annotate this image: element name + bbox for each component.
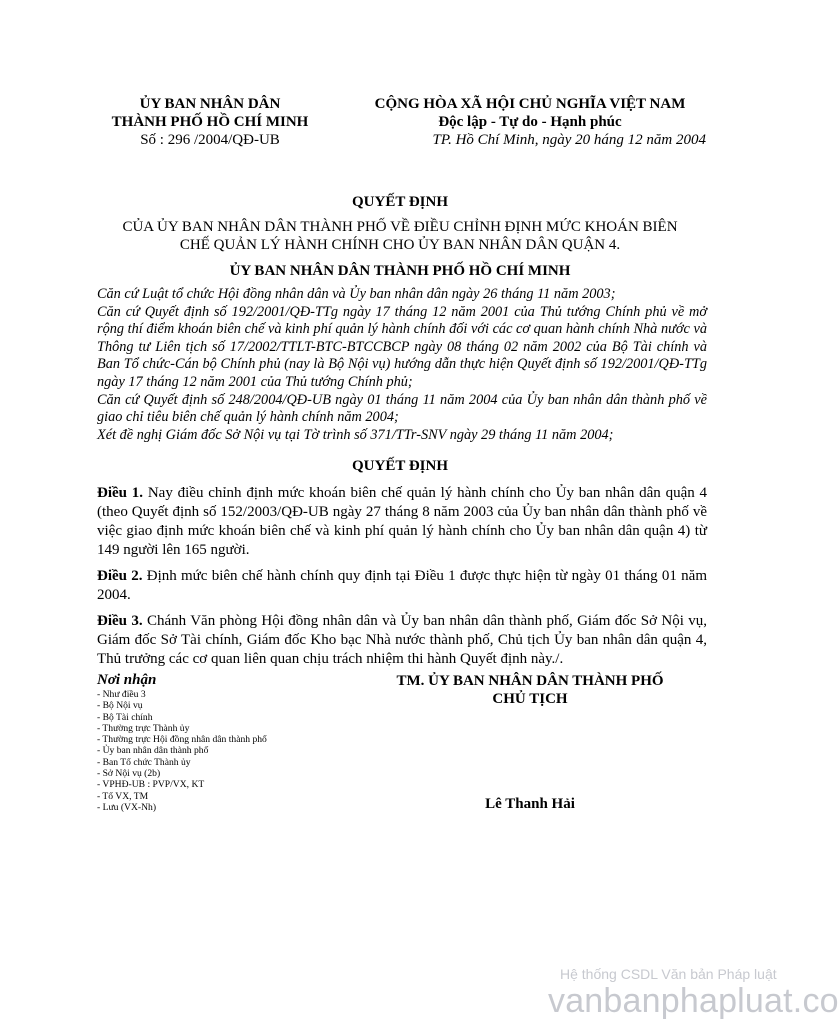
recipient-item: - Sở Nội vụ (2b)	[97, 768, 161, 780]
agency-name-line2: THÀNH PHỐ HỒ CHÍ MINH	[111, 114, 309, 130]
national-motto: Độc lập - Tự do - Hạnh phúc	[438, 114, 622, 130]
article-text: Định mức biên chế hành chính quy định tại Điều 1 được thực hiện từ ngày 01 tháng 01 năm 2004.	[97, 568, 707, 603]
basis-item: Căn cứ Luật tổ chức Hội đồng nhân dân và Ủy ban nhân dân ngày 26 tháng 11 năm 2003;	[97, 286, 616, 302]
signature-authority: TM. ỦY BAN NHÂN DÂN THÀNH PHỐ	[396, 673, 664, 689]
recipient-item: - VPHĐ-UB : PVP/VX, KT	[97, 779, 205, 791]
recipient-item: - Tổ VX, TM	[97, 790, 149, 802]
watermark-url: vanbanphapluat.co	[548, 982, 839, 1020]
subtitle-line2: CHẾ QUẢN LÝ HÀNH CHÍNH CHO ỦY BAN NHÂN DÂN QUẬN 4.	[179, 237, 621, 253]
agency-name-line1: ỦY BAN NHÂN DÂN	[139, 96, 281, 112]
recipients-title: Nơi nhận	[97, 672, 157, 688]
recipient-item: - Lưu (VX-Nh)	[97, 801, 157, 813]
recipient-item: - Thường trực Hội đồng nhân dân thành phố	[97, 734, 267, 746]
recipients-list	[97, 689, 267, 813]
recipient-item: - Thường trực Thành ủy	[97, 722, 190, 734]
issuer-heading: ỦY BAN NHÂN DÂN THÀNH PHỐ HỒ CHÍ MINH	[229, 263, 571, 279]
document-subtitle	[90, 218, 710, 254]
article-1	[97, 484, 707, 560]
article-label: Điều 3.	[97, 613, 143, 629]
articles	[97, 484, 707, 676]
basis-item: Căn cứ Quyết định số 192/2001/QĐ-TTg ngày 17 tháng 12 năm 2001 của Thủ tướng Chính phủ về mở rộng thí điểm khoán biên chế và kinh phí quản lý hành chính đối với các cơ quan hành chính Nhà nước và Thông tư Liên tịch số 17/2002/TTLT-BTC-BTCCBCP ngày 08 tháng 02 năm 2002 của Bộ Tài chính và Ban Tổ chức-Cán bộ Chính phủ (nay là Bộ Nội vụ) hướng dẫn thực hiện Quyết định số 192/2001/QĐ-TTg ngày 17 tháng 12 năm 2001 của Thủ tướng Chính phủ;	[97, 303, 707, 390]
country-name: CỘNG HÒA XÃ HỘI CHỦ NGHĨA VIỆT NAM	[374, 96, 686, 112]
issuing-agency-block	[95, 95, 325, 149]
subtitle-line1: CỦA ỦY BAN NHÂN DÂN THÀNH PHỐ VỀ ĐIỀU CHỈNH ĐỊNH MỨC KHOÁN BIÊN	[122, 219, 678, 235]
signature-position: CHỦ TỊCH	[492, 691, 568, 707]
recipient-item: - Bộ Nội vụ	[97, 700, 143, 712]
issue-date: TP. Hồ Chí Minh, ngày 20 háng 12 năm 2004	[432, 132, 706, 148]
document-title: QUYẾT ĐỊNH	[352, 194, 448, 210]
article-text: Chánh Văn phòng Hội đồng nhân dân và Ủy ban nhân dân thành phố, Giám đốc Sở Nội vụ, Giám đốc Sở Tài chính, Giám đốc Kho bạc Nhà nước thành phố, Chủ tịch Ủy ban nhân dân quận 4, Thủ trưởng các cơ quan liên quan chịu trách nhiệm thi hành Quyết định này./.	[97, 613, 708, 667]
recipient-item: - Như điều 3	[97, 689, 146, 700]
article-label: Điều 2.	[97, 568, 143, 584]
national-motto-block	[350, 95, 710, 149]
decision-heading: QUYẾT ĐỊNH	[352, 458, 448, 474]
article-label: Điều 1.	[97, 485, 144, 501]
document-number: Số : 296 /2004/QĐ-UB	[140, 132, 280, 148]
watermark-caption: Hệ thống CSDL Văn bản Pháp luật	[560, 966, 777, 982]
article-2	[97, 567, 707, 605]
recipient-item: - Bộ Tài chính	[97, 711, 153, 723]
signature-block	[360, 672, 700, 708]
basis-item: Xét đề nghị Giám đốc Sở Nội vụ tại Tờ trình số 371/TTr-SNV ngày 29 tháng 11 năm 2004;	[97, 426, 614, 443]
recipient-item: - Ban Tổ chức Thành ủy	[97, 756, 191, 768]
basis-item: Căn cứ Quyết định số 248/2004/QĐ-UB ngày 01 tháng 11 năm 2004 của Ủy ban nhân dân thành phố về giao chỉ tiêu biên chế quản lý hành chính năm 2004;	[97, 391, 707, 426]
article-text: Nay điều chỉnh định mức khoán biên chế quản lý hành chính cho Ủy ban nhân dân quận 4 (theo Quyết định số 152/2003/QĐ-UB ngày 27 tháng 8 năm 2003 của Ủy ban nhân dân thành phố về việc giao định mức khoán biên chế và kinh phí quản lý hành chính cho Ủy ban nhân dân quận 4) từ 149 người lên 165 người.	[97, 485, 708, 558]
signer-name: Lê Thanh Hải	[485, 796, 575, 812]
article-3	[97, 612, 707, 669]
recipient-item: - Ủy ban nhân dân thành phố	[97, 745, 209, 757]
legal-basis	[97, 286, 707, 444]
